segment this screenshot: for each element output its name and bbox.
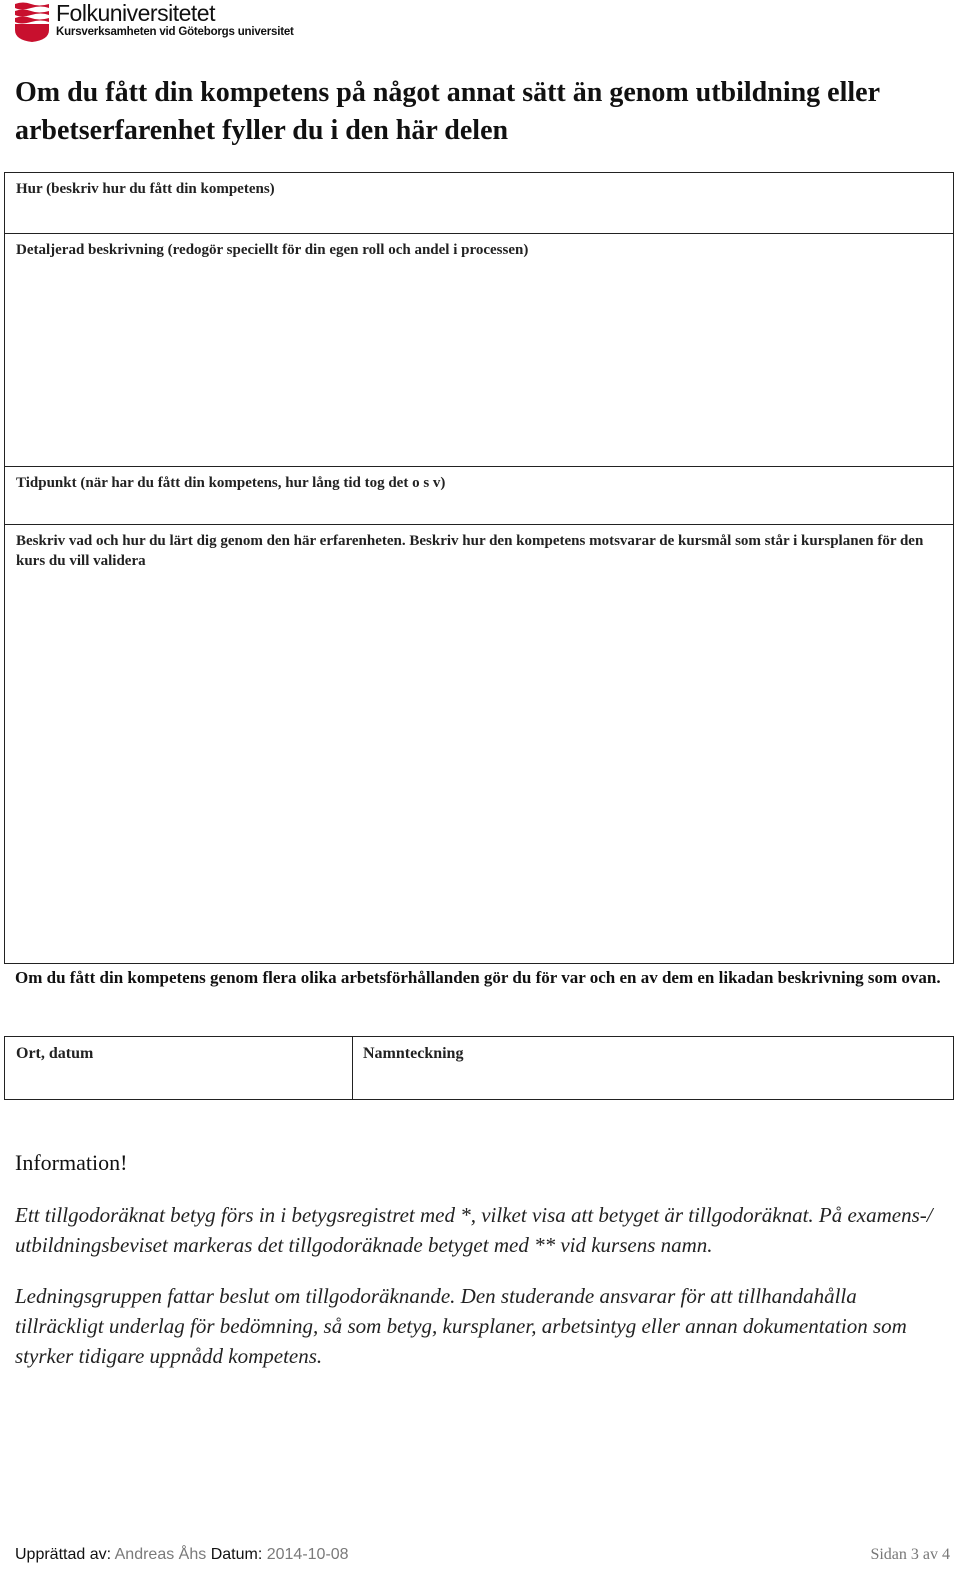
multiple-workplaces-note: Om du fått din kompetens genom flera olika arbetsförhållanden gör du för var och en av dem en likadan beskrivning som ovan. (15, 968, 941, 987)
information-title: Information! (15, 1150, 128, 1175)
page-title: Om du fått din kompetens på något annat sätt än genom utbildning eller arbetserfarenhet fyller du i den här delen (15, 77, 880, 146)
footer-author-date (15, 1546, 349, 1564)
logo (14, 0, 294, 42)
created-by-label: Upprättad av: (15, 1546, 112, 1563)
folkuniversitetet-crest-icon (14, 2, 50, 42)
learning-description-field[interactable] (4, 525, 954, 964)
information-paragraph-2: Ledningsgruppen fattar beslut om tillgodoräknande. Den studerande ansvarar för att tillhandahålla tillräckligt underlag för bedömning, så som betyg, kursplaner, arbetsintyg eller annan dokumentation som styrker tidigare uppnådd kompetens. (15, 1284, 907, 1368)
place-date-label: Ort, datum (16, 1045, 94, 1062)
timing-label: Tidpunkt (när har du fått din kompetens, hur lång tid tog det o s v) (16, 475, 446, 491)
signature-label: Namnteckning (363, 1045, 464, 1062)
logo-subtitle: Kursverksamheten vid Göteborgs universitet (56, 26, 294, 38)
learning-description-label: Beskriv vad och hur du lärt dig genom den här erfarenheten. Beskriv hur den kompetens motsvarar de kursmål som står i kursplanen för den kurs du vill validera (16, 533, 924, 569)
date-value: 2014-10-08 (266, 1546, 349, 1563)
date-label: Datum: (210, 1546, 263, 1563)
logo-name: Folkuniversitetet (56, 0, 215, 26)
detailed-description-label: Detaljerad beskrivning (redogör speciellt för din egen roll och andel i processen) (16, 242, 529, 258)
page-number: Sidan 3 av 4 (870, 1546, 950, 1563)
timing-field[interactable] (4, 467, 954, 525)
how-label: Hur (beskriv hur du fått din kompetens) (16, 181, 275, 197)
place-date-field[interactable] (5, 1037, 353, 1099)
information-paragraph-1: Ett tillgodoräknat betyg förs in i betygsregistret med *, vilket visa att betyget är tillgodoräknat. På examens-/ utbildningsbeviset markeras det tillgodoräknade betyget med ** vid kursens namn. (15, 1203, 933, 1257)
detailed-description-field[interactable] (4, 234, 954, 467)
signature-table (4, 1036, 954, 1100)
created-by-value: Andreas Åhs (114, 1546, 207, 1563)
signature-field[interactable] (353, 1037, 953, 1099)
how-field[interactable] (4, 172, 954, 234)
